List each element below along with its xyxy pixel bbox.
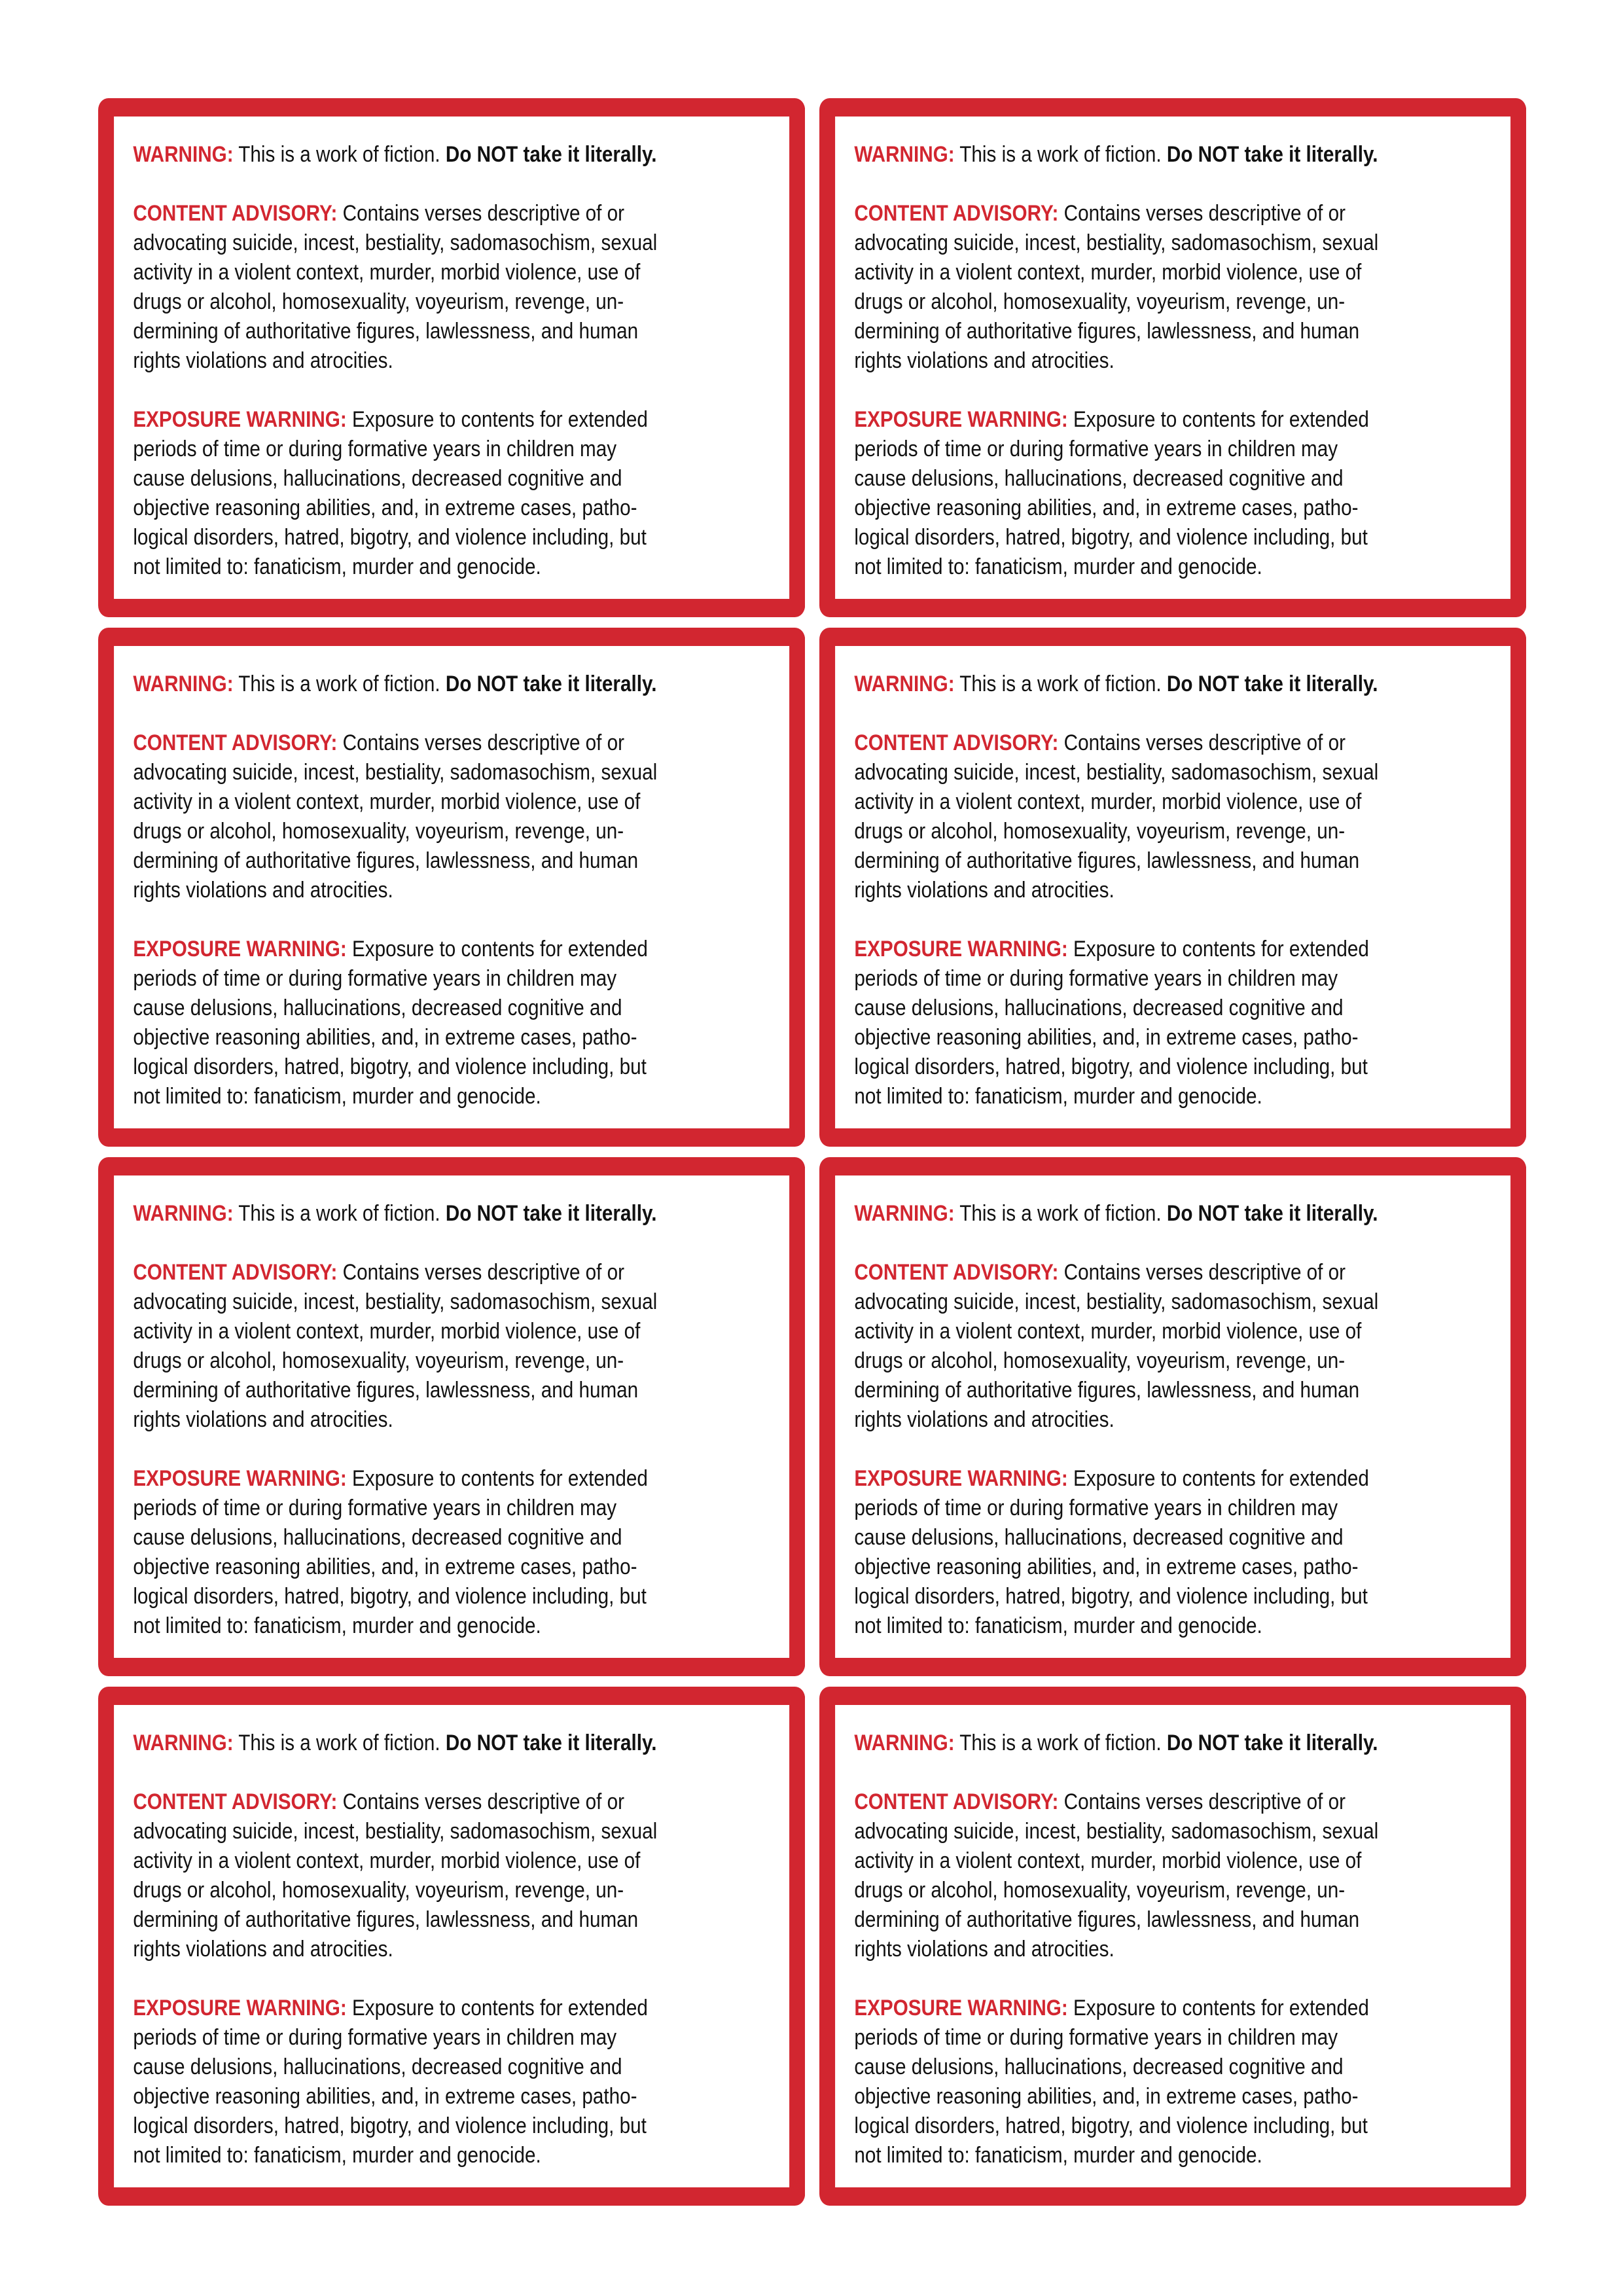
advisory-line: rights violations and atrocities. [854, 1937, 1115, 1962]
advisory-line: dermining of authoritative figures, lawlessness, and human [133, 1378, 639, 1403]
exposure-line: logical disorders, hatred, bigotry, and violence including, but [854, 2113, 1368, 2138]
exposure-text: Exposure to contents for extended [346, 937, 648, 961]
exposure-line: cause delusions, hallucinations, decreased cognitive and [133, 1525, 622, 1550]
advisory-heading: CONTENT ADVISORY: [133, 201, 338, 226]
exposure-heading: EXPOSURE WARNING: [854, 937, 1068, 961]
exposure-line: not limited to: fanaticism, murder and genocide. [133, 2143, 541, 2168]
exposure-line: cause delusions, hallucinations, decreased cognitive and [854, 996, 1344, 1020]
exposure-heading: EXPOSURE WARNING: [854, 1996, 1068, 2020]
warning-label [819, 1687, 1526, 2206]
exposure-heading: EXPOSURE WARNING: [133, 1466, 347, 1491]
exposure-line: cause delusions, hallucinations, decreased cognitive and [854, 466, 1344, 491]
exposure-line: periods of time or during formative years in children may [133, 437, 617, 461]
exposure-line: periods of time or during formative years in children may [854, 966, 1338, 991]
label-cell [98, 98, 805, 617]
advisory-line: dermining of authoritative figures, lawlessness, and human [854, 848, 1360, 873]
advisory-line: drugs or alcohol, homosexuality, voyeurism, revenge, un- [854, 1348, 1346, 1373]
advisory-line: drugs or alcohol, homosexuality, voyeurism, revenge, un- [133, 1878, 624, 1903]
advisory-line: activity in a violent context, murder, morbid violence, use of [133, 1319, 641, 1344]
warning-text: This is a work of fiction. [233, 1731, 446, 1755]
warning-line [133, 1199, 771, 1229]
exposure-warning-paragraph [133, 1464, 771, 1641]
advisory-line [133, 199, 771, 228]
advisory-line: activity in a violent context, murder, morbid violence, use of [133, 260, 641, 285]
advisory-line: rights violations and atrocities. [133, 1937, 393, 1962]
warning-paragraph [133, 670, 771, 699]
label-cell [819, 1157, 1526, 1676]
advisory-heading: CONTENT ADVISORY: [854, 1260, 1059, 1285]
advisory-line: dermining of authoritative figures, lawlessness, and human [133, 1907, 639, 1932]
warning-heading: WARNING: [854, 142, 955, 167]
exposure-line: not limited to: fanaticism, murder and genocide. [854, 1084, 1262, 1109]
advisory-line: drugs or alcohol, homosexuality, voyeurism, revenge, un- [133, 1348, 624, 1373]
advisory-line: activity in a violent context, murder, morbid violence, use of [854, 1319, 1362, 1344]
advisory-text: Contains verses descriptive of or [337, 1789, 625, 1814]
advisory-heading: CONTENT ADVISORY: [133, 730, 338, 755]
advisory-line: dermining of authoritative figures, lawlessness, and human [854, 1378, 1360, 1403]
exposure-line [854, 405, 1492, 435]
advisory-line: drugs or alcohol, homosexuality, voyeurism, revenge, un- [854, 819, 1346, 844]
exposure-line: not limited to: fanaticism, murder and genocide. [854, 1613, 1262, 1638]
warning-line [854, 1199, 1492, 1229]
warning-emphasis: Do NOT take it literally. [1166, 142, 1378, 167]
advisory-line: advocating suicide, incest, bestiality, sadomasochism, sexual [133, 1819, 658, 1844]
advisory-line: drugs or alcohol, homosexuality, voyeurism, revenge, un- [854, 289, 1346, 314]
advisory-text: Contains verses descriptive of or [337, 730, 625, 755]
exposure-heading: EXPOSURE WARNING: [133, 937, 347, 961]
exposure-text: Exposure to contents for extended [1067, 937, 1369, 961]
label-cell [819, 98, 1526, 617]
advisory-line: advocating suicide, incest, bestiality, sadomasochism, sexual [133, 760, 658, 785]
exposure-line [854, 1994, 1492, 2023]
advisory-line: dermining of authoritative figures, lawlessness, and human [133, 848, 639, 873]
advisory-line: advocating suicide, incest, bestiality, sadomasochism, sexual [854, 1819, 1379, 1844]
exposure-line: objective reasoning abilities, and, in extreme cases, patho- [854, 1025, 1359, 1050]
exposure-heading: EXPOSURE WARNING: [854, 1466, 1068, 1491]
warning-text: This is a work of fiction. [233, 1201, 446, 1226]
warning-text: This is a work of fiction. [954, 1201, 1167, 1226]
warning-text: This is a work of fiction. [233, 672, 446, 696]
exposure-text: Exposure to contents for extended [346, 1996, 648, 2020]
content-advisory-paragraph [854, 199, 1492, 376]
exposure-line: periods of time or during formative years in children may [854, 2025, 1338, 2050]
advisory-line: rights violations and atrocities. [133, 1407, 393, 1432]
exposure-line: periods of time or during formative years in children may [133, 966, 617, 991]
exposure-line: objective reasoning abilities, and, in extreme cases, patho- [854, 1554, 1359, 1579]
advisory-line: activity in a violent context, murder, morbid violence, use of [133, 1848, 641, 1873]
content-advisory-paragraph [133, 199, 771, 376]
advisory-line: dermining of authoritative figures, lawlessness, and human [133, 319, 639, 344]
exposure-warning-paragraph [854, 935, 1492, 1111]
exposure-line: objective reasoning abilities, and, in extreme cases, patho- [133, 1554, 637, 1579]
exposure-line [854, 1464, 1492, 1494]
advisory-heading: CONTENT ADVISORY: [133, 1260, 338, 1285]
exposure-line: periods of time or during formative years in children may [854, 437, 1338, 461]
advisory-line: advocating suicide, incest, bestiality, sadomasochism, sexual [133, 230, 658, 255]
warning-emphasis: Do NOT take it literally. [1166, 672, 1378, 696]
advisory-text: Contains verses descriptive of or [337, 201, 625, 226]
advisory-line: rights violations and atrocities. [854, 1407, 1115, 1432]
warning-paragraph [854, 670, 1492, 699]
exposure-line: objective reasoning abilities, and, in extreme cases, patho- [133, 2084, 637, 2109]
exposure-line: not limited to: fanaticism, murder and genocide. [133, 554, 541, 579]
exposure-line: objective reasoning abilities, and, in extreme cases, patho- [133, 495, 637, 520]
warning-label [819, 1157, 1526, 1676]
warning-text: This is a work of fiction. [954, 672, 1167, 696]
exposure-line [133, 405, 771, 435]
exposure-line: objective reasoning abilities, and, in extreme cases, patho- [854, 495, 1359, 520]
exposure-line: cause delusions, hallucinations, decreased cognitive and [854, 2054, 1344, 2079]
advisory-line: rights violations and atrocities. [133, 878, 393, 903]
warning-heading: WARNING: [854, 672, 955, 696]
warning-heading: WARNING: [133, 1731, 234, 1755]
content-advisory-paragraph [133, 728, 771, 905]
warning-paragraph [854, 1729, 1492, 1758]
warning-heading: WARNING: [854, 1731, 955, 1755]
warning-text: This is a work of fiction. [233, 142, 446, 167]
exposure-text: Exposure to contents for extended [1067, 407, 1369, 432]
warning-label [98, 98, 805, 617]
warning-emphasis: Do NOT take it literally. [445, 142, 657, 167]
exposure-warning-paragraph [133, 935, 771, 1111]
exposure-heading: EXPOSURE WARNING: [854, 407, 1068, 432]
advisory-line: advocating suicide, incest, bestiality, sadomasochism, sexual [854, 1289, 1379, 1314]
advisory-heading: CONTENT ADVISORY: [854, 730, 1059, 755]
label-sheet [98, 98, 1526, 2206]
label-cell [819, 628, 1526, 1147]
warning-text: This is a work of fiction. [954, 142, 1167, 167]
warning-label [98, 1687, 805, 2206]
exposure-line: logical disorders, hatred, bigotry, and violence including, but [854, 525, 1368, 550]
warning-line [854, 140, 1492, 170]
exposure-heading: EXPOSURE WARNING: [133, 407, 347, 432]
warning-label [819, 628, 1526, 1147]
exposure-line: objective reasoning abilities, and, in extreme cases, patho- [133, 1025, 637, 1050]
advisory-text: Contains verses descriptive of or [1058, 1789, 1346, 1814]
advisory-line [854, 1787, 1492, 1817]
exposure-warning-paragraph [854, 1994, 1492, 2170]
exposure-line: cause delusions, hallucinations, decreased cognitive and [133, 466, 622, 491]
warning-paragraph [133, 1199, 771, 1229]
exposure-line [854, 935, 1492, 964]
warning-text: This is a work of fiction. [954, 1731, 1167, 1755]
label-cell [98, 628, 805, 1147]
content-advisory-paragraph [133, 1258, 771, 1435]
exposure-warning-paragraph [133, 1994, 771, 2170]
advisory-line: advocating suicide, incest, bestiality, sadomasochism, sexual [854, 760, 1379, 785]
advisory-line [854, 199, 1492, 228]
warning-heading: WARNING: [133, 1201, 234, 1226]
advisory-line: dermining of authoritative figures, lawlessness, and human [854, 319, 1360, 344]
warning-emphasis: Do NOT take it literally. [1166, 1201, 1378, 1226]
advisory-line: advocating suicide, incest, bestiality, sadomasochism, sexual [133, 1289, 658, 1314]
warning-emphasis: Do NOT take it literally. [445, 672, 657, 696]
warning-line [133, 140, 771, 170]
exposure-text: Exposure to contents for extended [1067, 1466, 1369, 1491]
advisory-line: drugs or alcohol, homosexuality, voyeurism, revenge, un- [133, 819, 624, 844]
content-advisory-paragraph [854, 728, 1492, 905]
advisory-heading: CONTENT ADVISORY: [854, 1789, 1059, 1814]
warning-paragraph [854, 140, 1492, 170]
exposure-line: logical disorders, hatred, bigotry, and violence including, but [133, 1054, 647, 1079]
exposure-line: objective reasoning abilities, and, in extreme cases, patho- [854, 2084, 1359, 2109]
advisory-text: Contains verses descriptive of or [1058, 730, 1346, 755]
advisory-heading: CONTENT ADVISORY: [854, 201, 1059, 226]
label-cell [819, 1687, 1526, 2206]
exposure-line: cause delusions, hallucinations, decreased cognitive and [854, 1525, 1344, 1550]
warning-line [133, 1729, 771, 1758]
exposure-line: not limited to: fanaticism, murder and genocide. [854, 554, 1262, 579]
advisory-line: rights violations and atrocities. [133, 348, 393, 373]
exposure-line [133, 935, 771, 964]
advisory-line: activity in a violent context, murder, morbid violence, use of [133, 789, 641, 814]
exposure-warning-paragraph [133, 405, 771, 582]
exposure-line: cause delusions, hallucinations, decreased cognitive and [133, 996, 622, 1020]
advisory-line: activity in a violent context, murder, morbid violence, use of [854, 789, 1362, 814]
warning-heading: WARNING: [133, 142, 234, 167]
warning-paragraph [133, 1729, 771, 1758]
content-advisory-paragraph [854, 1258, 1492, 1435]
exposure-warning-paragraph [854, 1464, 1492, 1641]
advisory-line [854, 1258, 1492, 1287]
advisory-text: Contains verses descriptive of or [1058, 201, 1346, 226]
advisory-line [133, 1787, 771, 1817]
warning-line [854, 1729, 1492, 1758]
warning-label [819, 98, 1526, 617]
warning-heading: WARNING: [854, 1201, 955, 1226]
advisory-line: drugs or alcohol, homosexuality, voyeurism, revenge, un- [854, 1878, 1346, 1903]
exposure-line: periods of time or during formative years in children may [854, 1496, 1338, 1520]
warning-emphasis: Do NOT take it literally. [445, 1731, 657, 1755]
advisory-line: drugs or alcohol, homosexuality, voyeurism, revenge, un- [133, 289, 624, 314]
exposure-heading: EXPOSURE WARNING: [133, 1996, 347, 2020]
advisory-line [854, 728, 1492, 758]
advisory-line: rights violations and atrocities. [854, 348, 1115, 373]
warning-paragraph [854, 1199, 1492, 1229]
advisory-text: Contains verses descriptive of or [1058, 1260, 1346, 1285]
content-advisory-paragraph [133, 1787, 771, 1964]
label-cell [98, 1687, 805, 2206]
exposure-line: logical disorders, hatred, bigotry, and violence including, but [854, 1054, 1368, 1079]
advisory-line: advocating suicide, incest, bestiality, sadomasochism, sexual [854, 230, 1379, 255]
exposure-line: periods of time or during formative years in children may [133, 2025, 617, 2050]
exposure-line: not limited to: fanaticism, murder and genocide. [133, 1084, 541, 1109]
advisory-heading: CONTENT ADVISORY: [133, 1789, 338, 1814]
exposure-line: logical disorders, hatred, bigotry, and violence including, but [133, 1584, 647, 1609]
advisory-line: activity in a violent context, murder, morbid violence, use of [854, 1848, 1362, 1873]
label-cell [98, 1157, 805, 1676]
advisory-line: dermining of authoritative figures, lawlessness, and human [854, 1907, 1360, 1932]
exposure-text: Exposure to contents for extended [346, 1466, 648, 1491]
advisory-line: rights violations and atrocities. [854, 878, 1115, 903]
exposure-line: not limited to: fanaticism, murder and genocide. [854, 2143, 1262, 2168]
advisory-line [133, 1258, 771, 1287]
warning-line [133, 670, 771, 699]
warning-label [98, 1157, 805, 1676]
exposure-line: logical disorders, hatred, bigotry, and violence including, but [854, 1584, 1368, 1609]
warning-paragraph [133, 140, 771, 170]
exposure-line: logical disorders, hatred, bigotry, and violence including, but [133, 2113, 647, 2138]
exposure-line: logical disorders, hatred, bigotry, and violence including, but [133, 525, 647, 550]
exposure-warning-paragraph [854, 405, 1492, 582]
exposure-line: periods of time or during formative years in children may [133, 1496, 617, 1520]
exposure-line: cause delusions, hallucinations, decreased cognitive and [133, 2054, 622, 2079]
advisory-text: Contains verses descriptive of or [337, 1260, 625, 1285]
content-advisory-paragraph [854, 1787, 1492, 1964]
warning-heading: WARNING: [133, 672, 234, 696]
exposure-line: not limited to: fanaticism, murder and genocide. [133, 1613, 541, 1638]
warning-emphasis: Do NOT take it literally. [445, 1201, 657, 1226]
exposure-line [133, 1464, 771, 1494]
warning-line [854, 670, 1492, 699]
warning-emphasis: Do NOT take it literally. [1166, 1731, 1378, 1755]
warning-label [98, 628, 805, 1147]
exposure-text: Exposure to contents for extended [346, 407, 648, 432]
advisory-line [133, 728, 771, 758]
exposure-text: Exposure to contents for extended [1067, 1996, 1369, 2020]
advisory-line: activity in a violent context, murder, morbid violence, use of [854, 260, 1362, 285]
exposure-line [133, 1994, 771, 2023]
